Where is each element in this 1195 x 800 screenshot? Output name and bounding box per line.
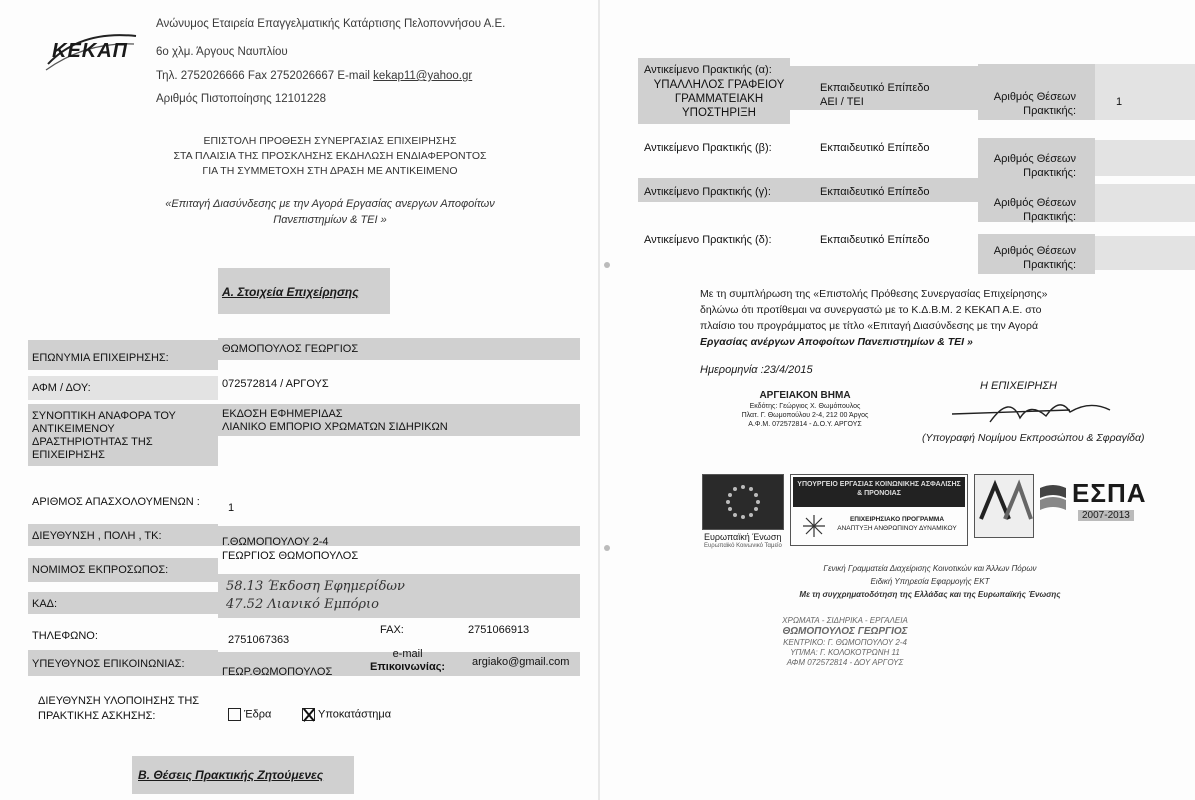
activity-label-line-3: ΔΡΑΣΤΗΡΙΟΤΗΤΑΣ ΤΗΣ — [32, 436, 153, 448]
activity-value-line-2: ΛΙΑΝΙΚΟ ΕΜΠΟΡΙΟ ΧΡΩΜΑΤΩΝ ΣΙΔΗΡΙΚΩΝ — [222, 421, 448, 433]
position-a-title-line-1: ΥΠΑΛΛΗΛΟΣ ΓΡΑΦΕΙΟΥ — [653, 79, 785, 91]
position-b-seats-label — [992, 152, 1076, 180]
title-block — [100, 134, 560, 179]
seats-label-line-1: Αριθμός Θέσεων — [993, 153, 1076, 165]
activity-label-line-4: ΕΠΙΧΕΙΡΗΣΗΣ — [32, 449, 105, 461]
kad-value-handwritten — [226, 578, 405, 614]
espa-title: ΕΣΠΑ — [1072, 478, 1147, 508]
subtitle-line-2: Πανεπιστημίων & ΤΕΙ » — [273, 214, 387, 226]
position-b-edu-label: Εκπαιδευτικό Επίπεδο — [820, 142, 930, 154]
stamp2-line-3: ΚΕΝΤΡΙΚΟ: Γ. ΘΩΜΟΠΟΥΛΟΥ 2-4 — [783, 638, 907, 647]
eu-sublabel: Ευρωπαϊκό Κοινωνικό Ταμείο — [704, 543, 782, 549]
position-a-edu-value: ΑΕΙ / ΤΕΙ — [820, 96, 864, 108]
contact-text: Τηλ. 2752026666 Fax 2752026667 E-mail — [156, 70, 374, 82]
right-page — [600, 0, 1195, 800]
employees-value: 1 — [228, 502, 235, 514]
title-line-2: ΣΤΑ ΠΛΑΙΣΙΑ ΤΗΣ ΠΡΟΣΚΛΗΣΗΣ ΕΚΔΗΛΩΣΗ ΕΝΔΙΑΦΕΡΟΝΤΟΣ — [173, 150, 487, 162]
punch-hole — [604, 545, 610, 551]
subtitle-block — [80, 196, 580, 228]
position-a-title-line-3: ΥΠΟΣΤΗΡΙΞΗ — [681, 107, 756, 119]
email-label-line-2: Επικοινωνίας: — [370, 661, 446, 673]
contact-email-value: argiako@gmail.com — [472, 656, 570, 668]
espa-logo — [1038, 474, 1147, 538]
seats-label-line-2: Πρακτικής: — [1023, 211, 1076, 223]
stamp2-line-4: ΥΠ/ΜΑ: Γ. ΚΟΛΟΚΟΤΡΩΝΗ 11 — [790, 648, 900, 657]
eye-arrows-icon — [975, 475, 1033, 537]
stamp-title: ΑΡΓΕΙΑΚΟΝ ΒΗΜΑ — [759, 390, 851, 401]
business-stamp — [740, 616, 950, 668]
activity-value-line-1: ΕΚΔΟΣΗ ΕΦΗΜΕΡΙΔΑΣ — [222, 408, 343, 420]
stamp-tax: Α.Φ.Μ. 072572814 - Δ.Ο.Υ. ΑΡΓΟΥΣ — [748, 421, 862, 428]
eu-stars-icon — [703, 475, 783, 529]
date-value: 23/4/2015 — [763, 364, 813, 376]
option-branch-label: Υποκατάστημα — [318, 708, 392, 721]
position-d-label: Αντικείμενο Πρακτικής (δ): — [644, 234, 772, 246]
declaration-line-3: πλαίσιο του προγράμματος με τίτλο «Επιταγή Διασύνδεσης με την Αγορά — [700, 320, 1039, 332]
address-value: Γ.ΘΩΜΟΠΟΥΛΟΥ 2-4 — [222, 536, 329, 548]
title-line-3: ΓΙΑ ΤΗ ΣΥΜΜΕΤΟΧΗ ΣΤΗ ΔΡΑΣΗ ΜΕ ΑΝΤΙΚΕΙΜΕΝΟ — [202, 165, 458, 177]
stamp2-line-1: ΧΡΩΜΑΤΑ - ΣΙΔΗΡΙΚΑ - ΕΡΓΑΛΕΙΑ — [782, 616, 908, 625]
signature-caption: (Υπογραφή Νομίμου Εκπροσώπου & Σφραγίδα) — [922, 432, 1145, 444]
star-emblem-icon — [801, 513, 827, 539]
stamp2-line-2: ΘΩΜΟΠΟΥΛΟΣ ΓΕΩΡΓΙΟΣ — [782, 626, 908, 637]
contact-email-label — [370, 648, 445, 674]
signature-company-label: Η ΕΠΙΧΕΙΡΗΣΗ — [980, 380, 1057, 392]
seats-label-line-2: Πρακτικής: — [1023, 105, 1076, 117]
email-label-line-1: e-mail — [392, 648, 423, 660]
date-line — [700, 364, 813, 376]
section-a-heading: Α. Στοιχεία Επιχείρησης — [222, 285, 359, 299]
branch-checkbox-checked[interactable] — [302, 708, 315, 721]
company-name-value: ΘΩΜΟΠΟΥΛΟΣ ΓΕΩΡΓΙΟΣ — [222, 343, 359, 355]
stamp-address: Πλατ. Γ. Θωμοπούλου 2-4, 212 00 Άργος — [741, 412, 869, 419]
seats-label-line-1: Αριθμός Θέσεων — [993, 245, 1076, 257]
ministry-title: ΥΠΟΥΡΓΕΙΟ ΕΡΓΑΣΙΑΣ ΚΟΙΝΩΝΙΚΗΣ ΑΣΦΑΛΙΣΗΣ & ΠΡΟΝΟΙΑΣ — [793, 477, 965, 507]
seats-label-line-2: Πρακτικής: — [1023, 167, 1076, 179]
fax-label: FAX: — [380, 624, 404, 636]
position-d-edu-label: Εκπαιδευτικό Επίπεδο — [820, 234, 930, 246]
position-c-seats-label — [992, 196, 1076, 224]
declaration-line-4: Εργασίας ανέργων Αποφοίτων Πανεπιστημίων & ΤΕΙ » — [700, 336, 973, 348]
position-a-seats-label — [992, 90, 1076, 118]
hq-checkbox[interactable] — [228, 708, 241, 721]
funding-line-2: Ειδική Υπηρεσία Εφαρμογής ΕΚΤ — [870, 577, 990, 586]
company-name-label: ΕΠΩΝΥΜΙΑ ΕΠΙΧΕΙΡΗΣΗΣ: — [32, 352, 169, 364]
position-a-title — [644, 78, 794, 120]
employees-label: ΑΡΙΘΜΟΣ ΑΠΑΣΧΟΛΟΥΜΕΝΩΝ : — [32, 496, 200, 508]
company-contact — [156, 70, 472, 82]
company-address: 6ο χλμ. Άργους Ναυπλίου — [156, 46, 288, 58]
position-a-seats-value: 1 — [1116, 96, 1123, 108]
title-line-1: ΕΠΙΣΤΟΛΗ ΠΡΟΘΕΣΗ ΣΥΝΕΡΓΑΣΙΑΣ ΕΠΙΧΕΙΡΗΣΗΣ — [203, 135, 457, 147]
espa-years: 2007-2013 — [1078, 510, 1134, 521]
seats-label-line-1: Αριθμός Θέσεων — [993, 197, 1076, 209]
seats-label-line-1: Αριθμός Θέσεων — [993, 91, 1076, 103]
program-title: ΕΠΙΧΕΙΡΗΣΙΑΚΟ ΠΡΟΓΡΑΜΜΑ — [849, 516, 945, 523]
position-d-seats-label — [992, 244, 1076, 272]
funding-line-1: Γενική Γραμματεία Διαχείρισης Κοινοτικών και Άλλων Πόρων — [823, 564, 1037, 573]
subtitle-line-1: «Επιταγή Διασύνδεσης με την Αγορά Εργασίας ανεργων Αποφοίτων — [165, 198, 495, 210]
afm-value: 072572814 / ΑΡΓΟΥΣ — [222, 378, 329, 390]
kad-value-line-2: 47.52 Λιανικό Εμπόριο — [226, 597, 379, 612]
declaration-line-2: δηλώνω ότι προτίθεμαι να συνεργαστώ με το Κ.Δ.Β.Μ. 2 ΚΕΚΑΠ Α.Ε. στο — [700, 304, 1042, 316]
phone-value: 2751067363 — [228, 634, 290, 646]
practice-location-label — [38, 694, 199, 724]
seats-label-line-2: Πρακτικής: — [1023, 259, 1076, 271]
representative-value: ΓΕΩΡΓΙΟΣ ΘΩΜΟΠΟΥΛΟΣ — [222, 550, 359, 562]
logo-text: ΚΕΚΑΠ — [52, 40, 129, 62]
position-a-label: Αντικείμενο Πρακτικής (α): — [644, 64, 772, 76]
position-b-label: Αντικείμενο Πρακτικής (β): — [644, 142, 772, 154]
afm-label: ΑΦΜ / ΔΟΥ: — [32, 382, 91, 394]
declaration-text — [700, 286, 1140, 350]
phone-label: ΤΗΛΕΦΩΝΟ: — [32, 630, 98, 642]
location-label-line-1: ΔΙΕΥΘΥΝΣΗ ΥΛΟΠΟΙΗΣΗΣ ΤΗΣ — [38, 695, 200, 707]
eu-flag-logo — [702, 474, 784, 530]
company-email[interactable]: kekap11@yahoo.gr — [373, 70, 473, 82]
activity-value — [222, 408, 448, 434]
kekap-logo — [40, 20, 140, 80]
position-c-label: Αντικείμενο Πρακτικής (γ): — [644, 186, 771, 198]
address-label: ΔΙΕΥΘΥΝΣΗ , ΠΟΛΗ , ΤΚ: — [32, 530, 162, 542]
punch-hole — [604, 262, 610, 268]
stamp2-line-5: ΑΦΜ 072572814 - ΔΟΥ ΑΡΓΟΥΣ — [786, 658, 904, 667]
activity-label-line-1: ΣΥΝΟΠΤΙΚΗ ΑΝΑΦΟΡΑ ΤΟΥ — [32, 410, 176, 422]
eu-label: Ευρωπαϊκή Ένωση — [704, 532, 782, 542]
position-c-edu-label: Εκπαιδευτικό Επίπεδο — [820, 186, 930, 198]
option-hq-label: Έδρα — [244, 708, 272, 721]
kad-label: ΚΑΔ: — [32, 598, 58, 610]
date-label: Ημερομηνία : — [700, 364, 764, 376]
activity-label-line-2: ΑΝΤΙΚΕΙΜΕΝΟΥ — [32, 423, 115, 435]
declaration-line-1: Με τη συμπλήρωση της «Επιστολής Πρόθεσης Συνεργασίας Επιχείρησης» — [700, 288, 1048, 300]
stamp-owner: Εκδότης: Γεώργιος Χ. Θωμόπουλος — [749, 403, 861, 410]
option-branch[interactable] — [302, 708, 391, 721]
position-a-title-line-2: ΓΡΑΜΜΑΤΕΙΑΚΗ — [674, 93, 764, 105]
contact-person-label: ΥΠΕΥΘΥΝΟΣ ΕΠΙΚΟΙΝΩΝΙΑΣ: — [32, 658, 185, 670]
activity-label — [32, 410, 176, 462]
certification-number: Αριθμός Πιστοποίησης 12101228 — [156, 93, 327, 105]
program-block — [831, 515, 963, 533]
fax-value: 2751066913 — [468, 624, 530, 636]
location-label-line-2: ΠΡΑΚΤΙΚΗΣ ΑΣΚΗΣΗΣ: — [38, 710, 156, 722]
handwritten-signature-icon — [950, 392, 1150, 428]
program-subtitle: ΑΝΑΠΤΥΞΗ ΑΝΘΡΩΠΙΝΟΥ ΔΥΝΑΜΙΚΟΥ — [837, 525, 957, 532]
representative-label: ΝΟΜΙΜΟΣ ΕΚΠΡΟΣΩΠΟΣ: — [32, 564, 169, 576]
kad-value-line-1: 58.13 Έκδοση Εφημερίδων — [226, 579, 405, 594]
option-hq[interactable] — [228, 708, 271, 721]
position-a-edu-label: Εκπαιδευτικό Επίπεδο — [820, 82, 930, 94]
ministry-logo — [790, 474, 968, 546]
funding-text — [700, 562, 1160, 601]
contact-person-value: ΓΕΩΡ.ΘΩΜΟΠΟΥΛΟΣ — [222, 666, 333, 678]
eye-logo — [974, 474, 1034, 538]
company-name: Ανώνυμος Εταιρεία Επαγγελματικής Κατάρτισης Πελοποννήσου Α.Ε. — [156, 18, 506, 30]
newspaper-stamp — [700, 390, 910, 429]
funding-line-3: Με τη συγχρηματοδότηση της Ελλάδας και της Ευρωπαϊκής Ένωσης — [799, 590, 1061, 599]
section-b-heading: Β. Θέσεις Πρακτικής Ζητούμενες — [138, 768, 324, 782]
espa-flag-icon — [1038, 482, 1068, 518]
